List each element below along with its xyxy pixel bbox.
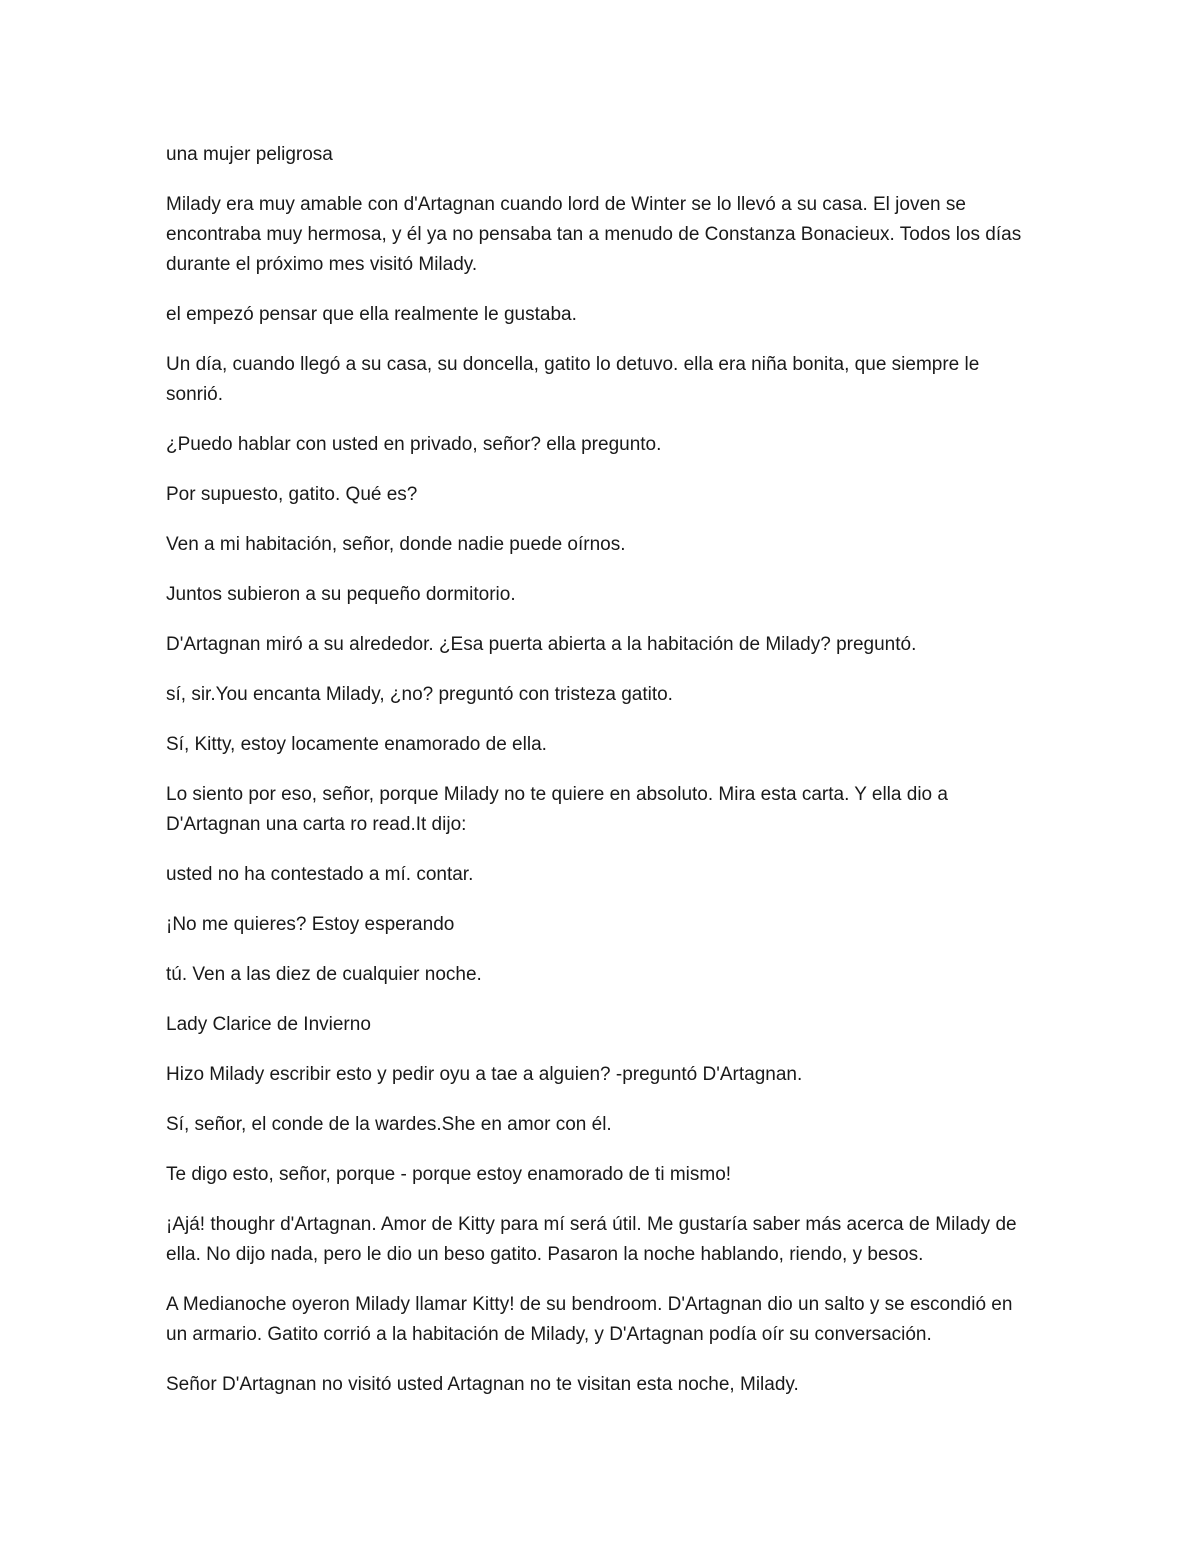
- paragraph: Ven a mi habitación, señor, donde nadie puede oírnos.: [166, 534, 626, 555]
- paragraph: Lo siento por eso, señor, porque Milady no te quiere en absoluto. Mira esta carta. Y ella dio a D'Artagnan una carta ro read.It dijo:: [166, 784, 948, 835]
- paragraph: el empezó pensar que ella realmente le gustaba.: [166, 304, 577, 325]
- paragraph: Sí, señor, el conde de la wardes.She en amor con él.: [166, 1114, 612, 1135]
- paragraph: Por supuesto, gatito. Qué es?: [166, 484, 418, 505]
- document-body: [166, 140, 1036, 1420]
- paragraph: usted no ha contestado a mí. contar.: [166, 864, 474, 885]
- paragraph: Señor D'Artagnan no visitó usted Artagnan no te visitan esta noche, Milady.: [166, 1374, 799, 1395]
- paragraph: Hizo Milady escribir esto y pedir oyu a tae a alguien? -preguntó D'Artagnan.: [166, 1064, 803, 1085]
- paragraph: ¡No me quieres? Estoy esperando: [166, 914, 455, 935]
- document-title: una mujer peligrosa: [166, 144, 333, 165]
- paragraph: A Medianoche oyeron Milady llamar Kitty! de su bendroom. D'Artagnan dio un salto y se escondió en un armario. Gatito corrió a la habitación de Milady, y D'Artagnan podía oír su conversación.: [166, 1294, 1013, 1345]
- paragraph: tú. Ven a las diez de cualquier noche.: [166, 964, 482, 985]
- paragraph: Te digo esto, señor, porque - porque estoy enamorado de ti mismo!: [166, 1164, 732, 1185]
- paragraph: D'Artagnan miró a su alrededor. ¿Esa puerta abierta a la habitación de Milady? preguntó.: [166, 634, 917, 655]
- paragraph: Un día, cuando llegó a su casa, su doncella, gatito lo detuvo. ella era niña bonita, que siempre le sonrió.: [166, 354, 980, 405]
- paragraph: sí, sir.You encanta Milady, ¿no? preguntó con tristeza gatito.: [166, 684, 673, 705]
- paragraph: Sí, Kitty, estoy locamente enamorado de ella.: [166, 734, 547, 755]
- paragraph: Lady Clarice de Invierno: [166, 1014, 371, 1035]
- paragraph: Milady era muy amable con d'Artagnan cuando lord de Winter se lo llevó a su casa. El joven se encontraba muy hermosa, y él ya no pensaba tan a menudo de Constanza Bonacieux. Todos los días durante el próximo mes visitó Milady.: [166, 194, 1022, 275]
- paragraph: Juntos subieron a su pequeño dormitorio.: [166, 584, 516, 605]
- paragraph: ¿Puedo hablar con usted en privado, señor? ella pregunto.: [166, 434, 662, 455]
- paragraph: ¡Ajá! thoughr d'Artagnan. Amor de Kitty para mí será útil. Me gustaría saber más acerca de Milady de ella. No dijo nada, pero le dio un beso gatito. Pasaron la noche hablando, riendo, y besos.: [166, 1214, 1017, 1265]
